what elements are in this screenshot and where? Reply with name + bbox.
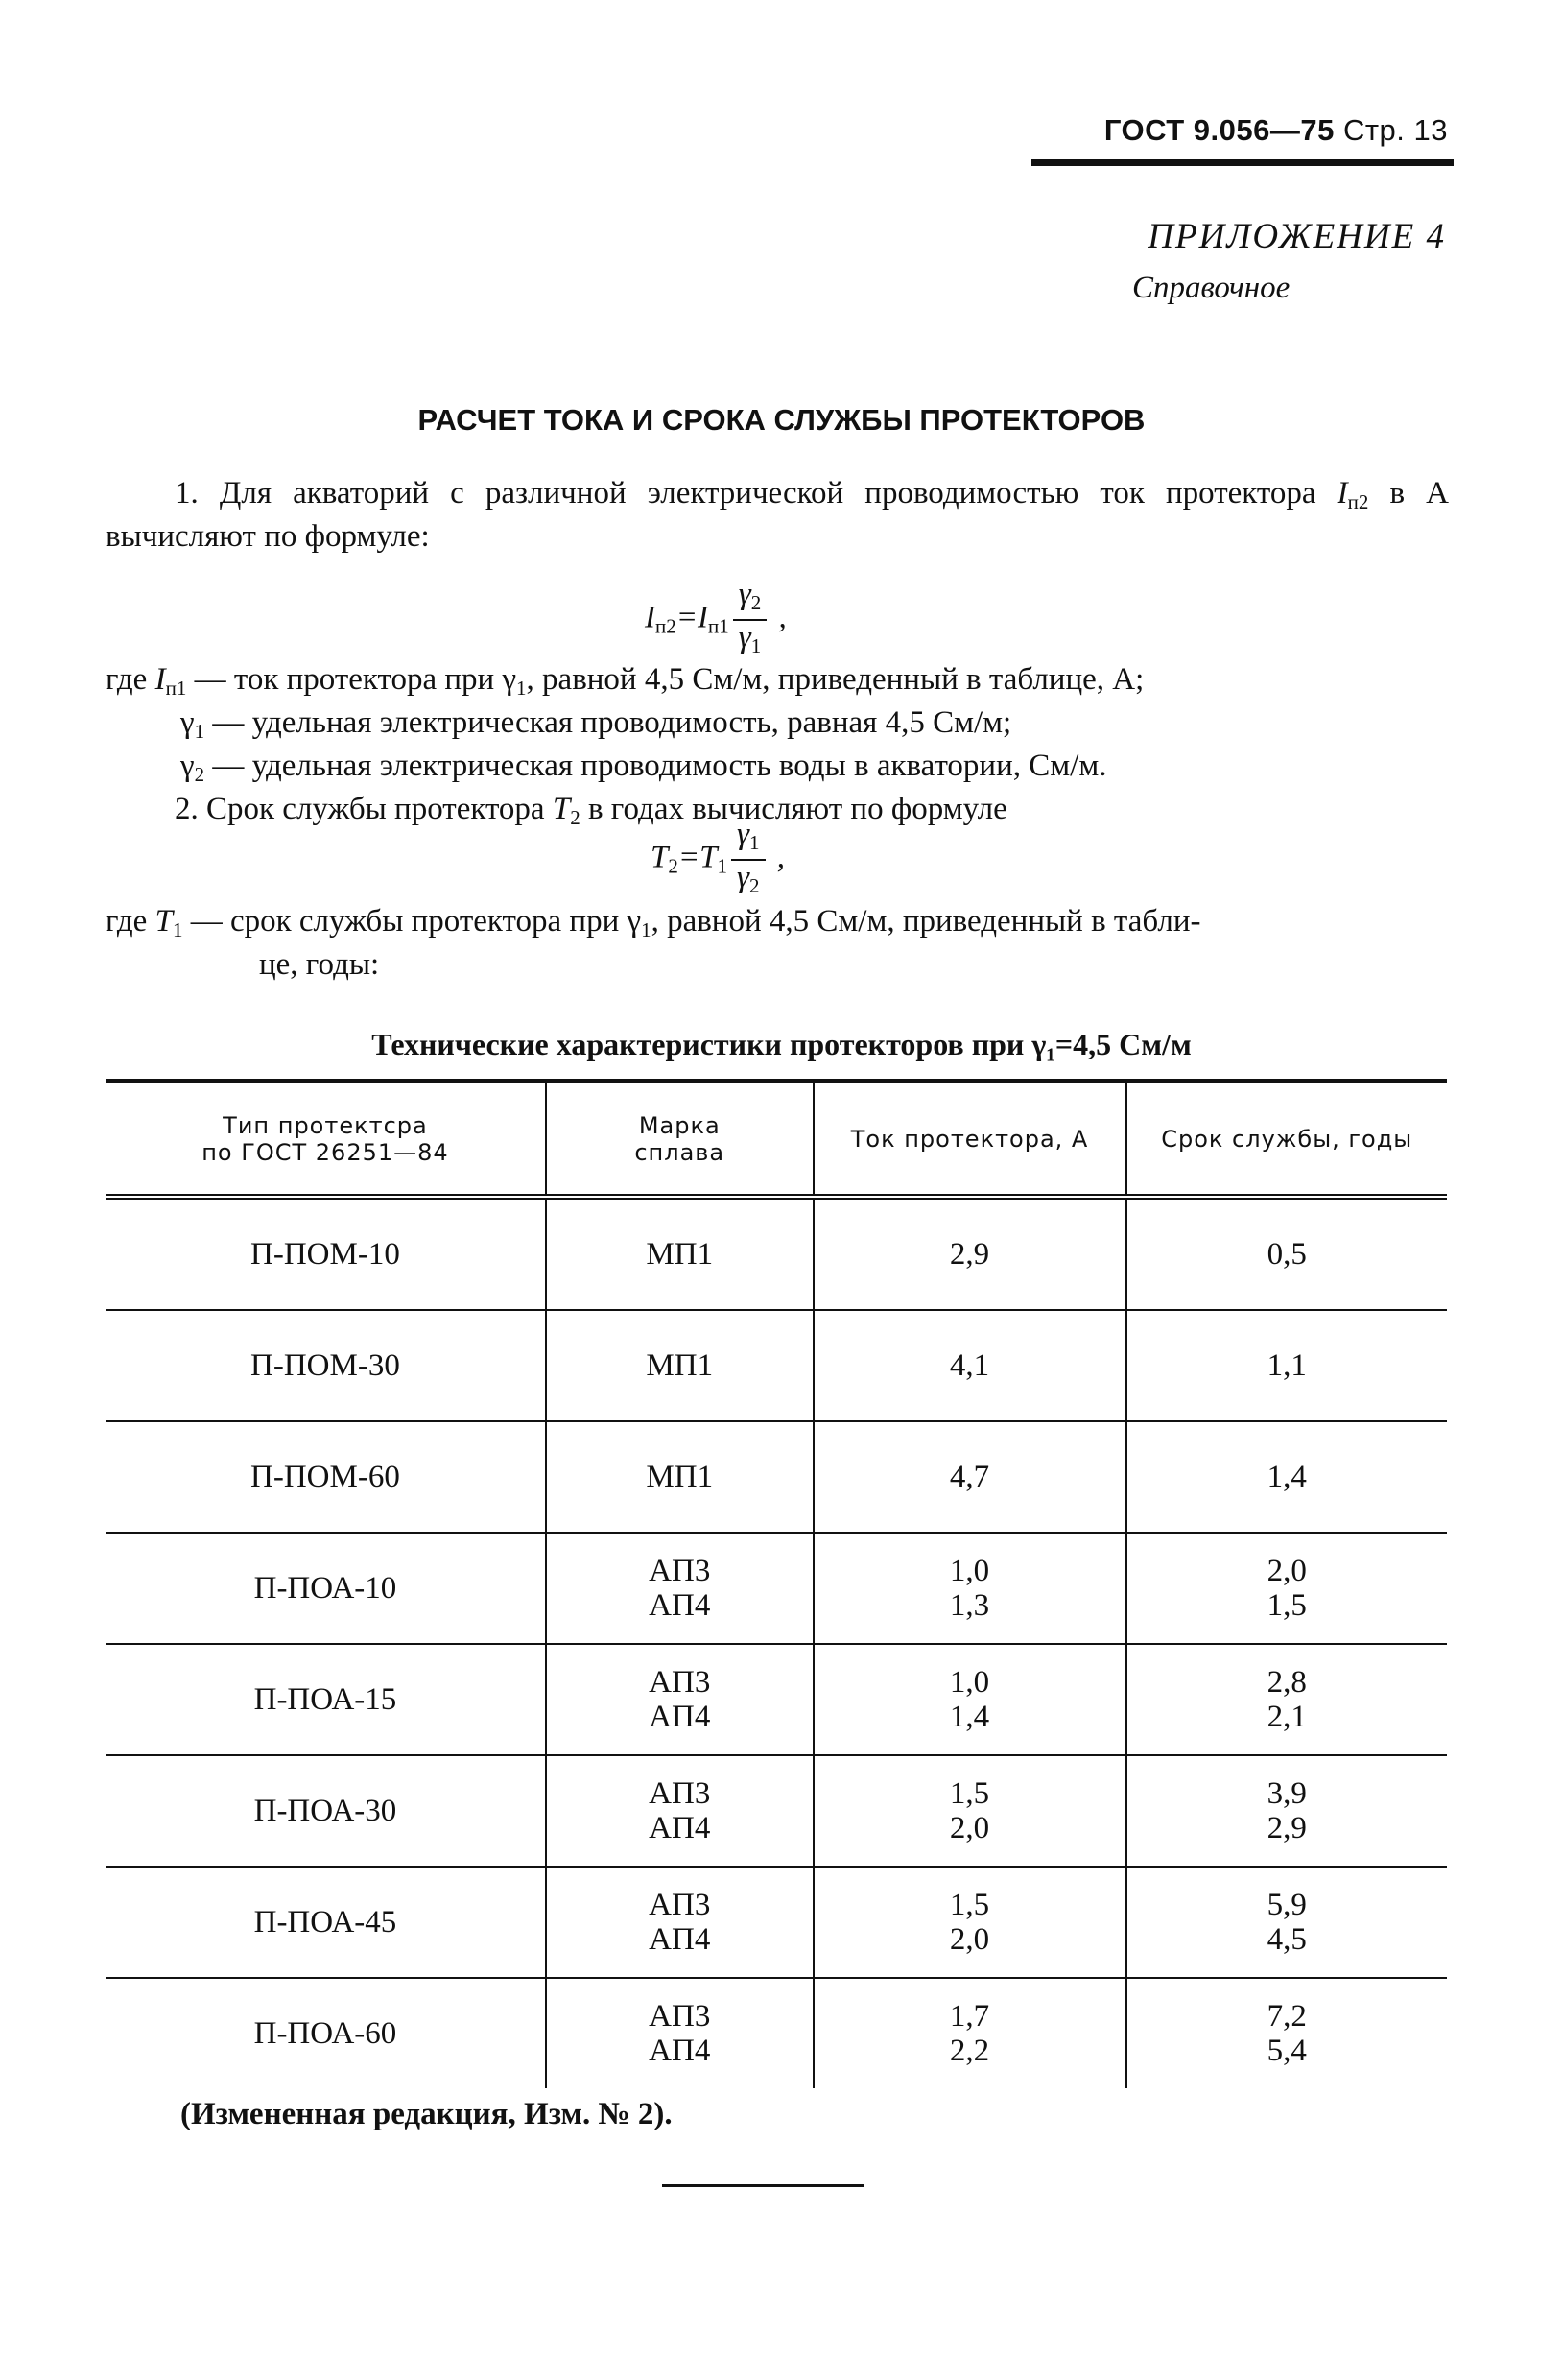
table-title: Технические характеристики протекторов при γ₁=4,5 См/м	[371, 1027, 1192, 1061]
cell-type: П-ПОА-30	[106, 1755, 546, 1867]
cell-life-value: 3,9	[1267, 1776, 1307, 1811]
cell-life	[1126, 1644, 1448, 1755]
table-row	[106, 1533, 1447, 1644]
cell-current-value: 1,7	[949, 1999, 990, 2034]
cell-current	[814, 1867, 1126, 1978]
page-number: Стр. 13	[1342, 113, 1448, 147]
cell-alloy	[546, 1533, 814, 1644]
cell-life-value: 5,4	[1267, 2034, 1307, 2068]
cell-life-value: 0,5	[1267, 1237, 1307, 1272]
cell-current	[814, 1421, 1126, 1533]
cell-life-value: 7,2	[1267, 1999, 1307, 2034]
cell-alloy-value: АП4	[649, 1700, 711, 1734]
bottom-rule	[662, 2184, 864, 2187]
cell-life	[1126, 1867, 1448, 1978]
cell-current-value: 1,5	[949, 1776, 990, 1811]
formula-current-fraction: $\frac{\gamma_2}{\gamma_1}$	[733, 578, 768, 662]
table-row	[106, 1755, 1447, 1867]
document-title: РАСЧЕТ ТОКА И СРОКА СЛУЖБЫ ПРОТЕКТОРОВ	[417, 403, 1146, 437]
header-life: Срок службы, годы	[1126, 1082, 1448, 1198]
cell-alloy-value: АП3	[649, 1665, 711, 1700]
cell-alloy-value: АП3	[649, 1999, 711, 2034]
cell-current-value: 2,2	[949, 2034, 990, 2068]
cell-current-value: 4,1	[949, 1348, 990, 1383]
table-row	[106, 1978, 1447, 2088]
appendix-title: ПРИЛОЖЕНИЕ 4	[1148, 217, 1446, 256]
cell-alloy	[546, 1310, 814, 1421]
table-row	[106, 1867, 1447, 1978]
cell-type: П-ПОМ-60	[106, 1421, 546, 1533]
cell-life-value: 1,5	[1267, 1588, 1307, 1623]
cell-type: П-ПОА-10	[106, 1533, 546, 1644]
cell-type: П-ПОА-45	[106, 1867, 546, 1978]
table-row	[106, 1310, 1447, 1421]
cell-life-value: 2,0	[1267, 1554, 1307, 1588]
cell-type: П-ПОМ-10	[106, 1197, 546, 1310]
standard-number: ГОСТ 9.056—75	[1103, 113, 1335, 147]
cell-life-value: 1,1	[1267, 1348, 1307, 1383]
cell-current-value: 1,0	[949, 1554, 990, 1588]
cell-life	[1126, 1978, 1448, 2088]
cell-current-value: 1,0	[949, 1665, 990, 1700]
cell-alloy-value: АП4	[649, 2034, 711, 2068]
cell-alloy	[546, 1867, 814, 1978]
definitions-block	[106, 662, 1449, 835]
table-row	[106, 1421, 1447, 1533]
cell-life-value: 4,5	[1267, 1922, 1307, 1957]
formula-current: $I_{п2}=I_{п1}$ $\frac{\gamma_2}{\gamma_1}$ ,	[645, 578, 787, 662]
cell-life-value: 5,9	[1267, 1888, 1307, 1922]
paragraph-1-text: 1. Для акваторий с различной электрической проводимостью ток протектора	[175, 476, 1316, 511]
cell-life	[1126, 1755, 1448, 1867]
header-alloy: Марка сплава	[546, 1082, 814, 1198]
cell-alloy	[546, 1421, 814, 1533]
cell-alloy-value: АП3	[649, 1554, 711, 1588]
cell-type: П-ПОА-15	[106, 1644, 546, 1755]
formula-life: $T_2=T_1$ $\frac{\gamma_1}{\gamma_2}$ ,	[651, 818, 785, 902]
cell-alloy-value: МП1	[646, 1460, 714, 1494]
header-type: Тип протектсра по ГОСТ 26251—84	[106, 1082, 546, 1198]
cell-life	[1126, 1533, 1448, 1644]
cell-current-value: 2,9	[949, 1237, 990, 1272]
cell-type: П-ПОМ-30	[106, 1310, 546, 1421]
cell-life	[1126, 1197, 1448, 1310]
cell-life-value: 2,1	[1267, 1700, 1307, 1734]
symbol-ip2: $I_{п2}$	[1337, 476, 1369, 513]
cell-alloy	[546, 1755, 814, 1867]
cell-alloy-value: АП4	[649, 1588, 711, 1623]
cell-current-value: 1,4	[949, 1700, 990, 1734]
cell-life-value: 2,8	[1267, 1665, 1307, 1700]
cell-current-value: 4,7	[949, 1460, 990, 1494]
formula-life-fraction: $\frac{\gamma_1}{\gamma_2}$	[731, 818, 766, 902]
table-header-row	[106, 1082, 1447, 1198]
cell-current	[814, 1197, 1126, 1310]
definition-gamma1: $\gamma_1$ — удельная электрическая проводимость, равная 4,5 См/м;	[180, 705, 1012, 743]
cell-current	[814, 1310, 1126, 1421]
paragraph-1-text-end: в А вычисляют по формуле:	[106, 476, 1450, 554]
cell-type: П-ПОА-60	[253, 2015, 397, 2051]
cell-alloy	[546, 1197, 814, 1310]
paragraph-2: 2. Срок службы протектора $T_2$ в годах вычисляют по формуле	[175, 792, 1007, 829]
cell-alloy-value: АП3	[649, 1776, 711, 1811]
cell-current	[814, 1755, 1126, 1867]
paragraph-1	[106, 476, 1449, 554]
header-rule	[1031, 159, 1454, 166]
cell-alloy-value: АП4	[649, 1811, 711, 1845]
characteristics-table	[106, 1079, 1447, 2088]
appendix-subtitle: Справочное	[1132, 271, 1291, 305]
cell-current	[814, 1644, 1126, 1755]
cell-alloy-value: МП1	[646, 1237, 714, 1272]
cell-current-value: 1,5	[949, 1888, 990, 1922]
cell-alloy	[546, 1978, 814, 2088]
cell-current	[814, 1978, 1126, 2088]
cell-current	[814, 1533, 1126, 1644]
definition-ip1: где $I_{п1}$ — ток протектора при $\gamma_1$, равной 4,5 См/м, приведенный в таблице, А;	[106, 662, 1145, 700]
definition-gamma2: $\gamma_2$ — удельная электрическая проводимость воды в акватории, См/м.	[180, 749, 1107, 786]
footer-note: (Измененная редакция, Изм. № 2).	[180, 2097, 673, 2131]
cell-life	[1126, 1421, 1448, 1533]
page-header	[1104, 113, 1448, 148]
header-current: Ток протектора, А	[814, 1082, 1126, 1198]
cell-life	[1126, 1310, 1448, 1421]
cell-alloy-value: АП4	[649, 1922, 711, 1957]
definition-t1: где $T_1$ — срок службы протектора при $\gamma_1$, равной 4,5 См/м, приведенный в табли- це, годы:	[106, 904, 1201, 982]
cell-current-value: 2,0	[949, 1922, 990, 1957]
cell-current-value: 1,3	[949, 1588, 990, 1623]
cell-alloy-value: МП1	[646, 1348, 714, 1383]
table-row	[106, 1644, 1447, 1755]
cell-alloy	[546, 1644, 814, 1755]
cell-life-value: 2,9	[1267, 1811, 1307, 1845]
cell-current-value: 2,0	[949, 1811, 990, 1845]
cell-alloy-value: АП3	[649, 1888, 711, 1922]
table-row	[106, 1197, 1447, 1310]
cell-life-value: 1,4	[1267, 1460, 1307, 1494]
